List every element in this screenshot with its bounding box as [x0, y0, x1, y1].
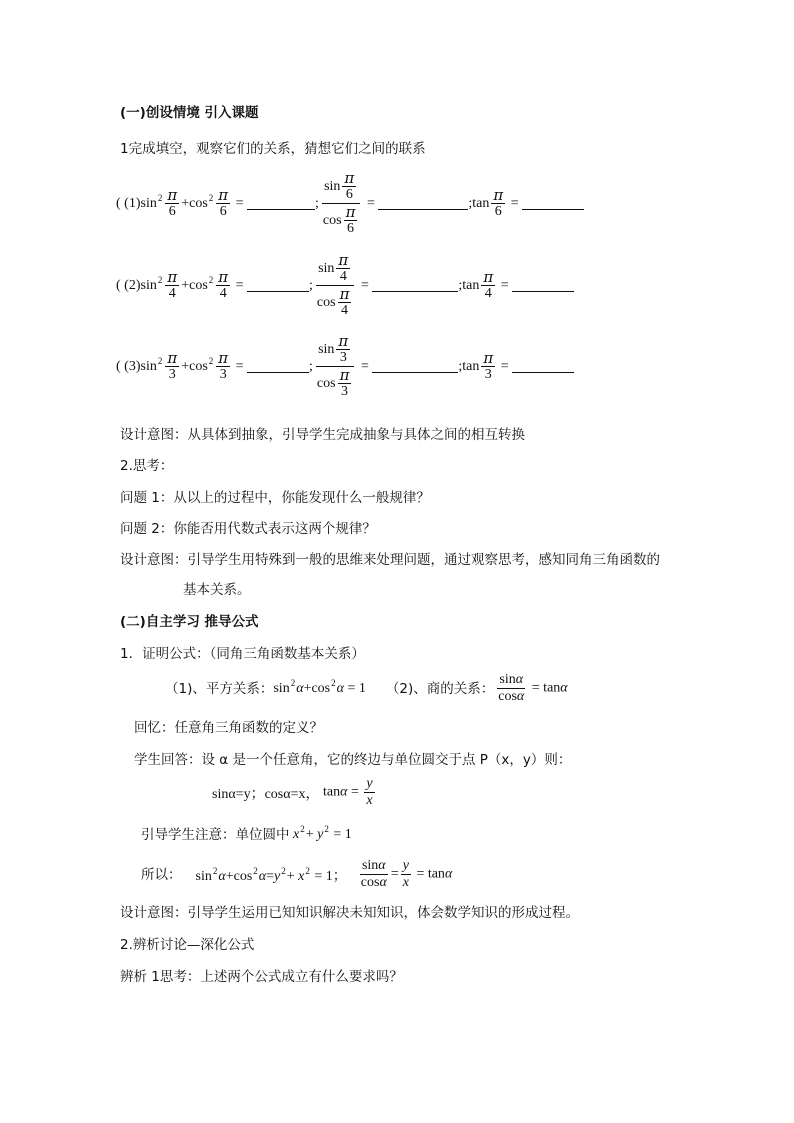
row-label: (3)sin	[124, 358, 157, 374]
recall-text: 回忆：任意角三角函数的定义？	[134, 720, 323, 736]
fraction: $\frac{\pi}{3}$	[167, 349, 178, 382]
section-1-heading: (一)创设情境 引入课题	[120, 105, 259, 121]
formula-row-2: ( (2)sin 2 $\frac{\pi}{4}$ +cos 2 $\frac{\pi}{4}$ = ; sin $\frac{\pi}{4}$ cos $\frac{\pi}{4}$ = ;tan $\frac{\pi}{4}$ =	[116, 252, 574, 319]
design-intent-1: 设计意图：从具体到抽象，引导学生完成抽象与具体之间的相互转换	[120, 427, 525, 443]
answer-blank[interactable]	[247, 279, 309, 292]
guide-text: 引导学生注意：单位圆中	[141, 827, 290, 843]
square-label: （1)、平方关系：	[165, 680, 274, 697]
design-intent-2: 设计意图：引导学生用特殊到一般的思维来处理问题，通过观察思考，感知同角三角函数的	[120, 552, 660, 568]
row-bracket: (	[116, 277, 125, 293]
unit-circle-line: 引导学生注意：单位圆中 $x^2+ y^2 = 1$	[141, 824, 352, 843]
student-answer: 学生回答：设 α 是一个任意角，它的终边与单位圆交于点 P（x，y）则：	[134, 752, 572, 768]
think-label: 2.思考：	[120, 458, 174, 474]
task-intro: 1完成填空，观察它们的关系，猜想它们之间的联系	[120, 141, 426, 157]
square-formula: $\sin^2\alpha+\cos^2\alpha = 1$	[273, 677, 366, 696]
fraction: $\frac{\pi}{3}$	[483, 349, 494, 382]
definitions-line: sinα=y；cosα=x， tanα = $\frac{y}{x}$	[212, 776, 373, 808]
basic-relations	[165, 672, 568, 705]
discuss-label: 2.辨析讨论—深化公式	[120, 937, 255, 953]
fraction: sin $\frac{\pi}{6}$ cos $\frac{\pi}{6}$	[321, 170, 362, 237]
prove-label: 1．证明公式：（同角三角函数基本关系）	[120, 646, 365, 662]
fraction: sin $\frac{\pi}{4}$ cos $\frac{\pi}{4}$	[315, 252, 356, 319]
fraction: $\frac{\pi}{4}$	[218, 268, 229, 301]
fraction: $\frac{\pi}{4}$	[483, 268, 494, 301]
answer-blank[interactable]	[247, 197, 315, 210]
quotient-label: （2)、商的关系：	[385, 680, 495, 697]
fraction: $\frac{\pi}{3}$	[218, 349, 229, 382]
answer-blank[interactable]	[512, 360, 574, 373]
fraction: $\frac{\pi}{6}$	[218, 186, 229, 219]
question-1: 问题 1：从以上的过程中，你能发现什么一般规律？	[120, 490, 430, 506]
design-intent-3: 设计意图：引导学生运用已知知识解决未知知识，体会数学知识的形成过程。	[120, 905, 579, 921]
section-2-heading: (二)自主学习 推导公式	[120, 614, 259, 630]
answer-blank[interactable]	[247, 360, 309, 373]
answer-blank[interactable]	[372, 279, 458, 292]
so-label: 所以：	[141, 866, 182, 883]
fraction: $\frac{\pi}{4}$	[167, 268, 178, 301]
discuss-question: 辨析 1思考：上述两个公式成立有什么要求吗？	[120, 969, 403, 985]
definitions: sinα=y；cosα=x，	[212, 786, 320, 802]
row-label: (1)sin	[124, 195, 157, 211]
formula-row-1: ( (1)sin 2 $\frac{\pi}{6}$ +cos 2 $\frac{\pi}{6}$ = ; sin $\frac{\pi}{6}$ cos $\frac{\pi}{6}$ = ;tan $\frac{\pi}{6}$ =	[116, 170, 584, 237]
formula-row-3: ( (3)sin 2 $\frac{\pi}{3}$ +cos 2 $\frac{\pi}{3}$ = ; sin $\frac{\pi}{3}$ cos $\frac{\pi}{3}$ = ;tan $\frac{\pi}{3}$ =	[116, 333, 574, 400]
derivation-line: 所以： $\sin^2\alpha+\cos^2\alpha=y^2+ x^2 = 1$； $\frac{\sin\alpha}{\cos\alpha}$ = $\frac{y}{x}$ = tanα	[141, 858, 453, 890]
answer-blank[interactable]	[378, 197, 468, 210]
answer-blank[interactable]	[372, 360, 458, 373]
question-2: 问题 2：你能否用代数式表示这两个规律？	[120, 521, 376, 537]
fraction: $\frac{\pi}{6}$	[493, 186, 504, 219]
fraction: sin $\frac{\pi}{3}$ cos $\frac{\pi}{3}$	[315, 333, 356, 400]
design-intent-2-cont: 基本关系。	[183, 582, 251, 598]
quotient-formula: $\frac{\sin\alpha}{\cos\alpha}$ = tanα	[498, 672, 568, 704]
row-bracket: (	[116, 358, 125, 374]
fraction: $\frac{\pi}{6}$	[167, 186, 178, 219]
answer-blank[interactable]	[522, 197, 584, 210]
row-label: (2)sin	[124, 277, 157, 293]
row-bracket: (	[116, 195, 125, 211]
answer-blank[interactable]	[512, 279, 574, 292]
